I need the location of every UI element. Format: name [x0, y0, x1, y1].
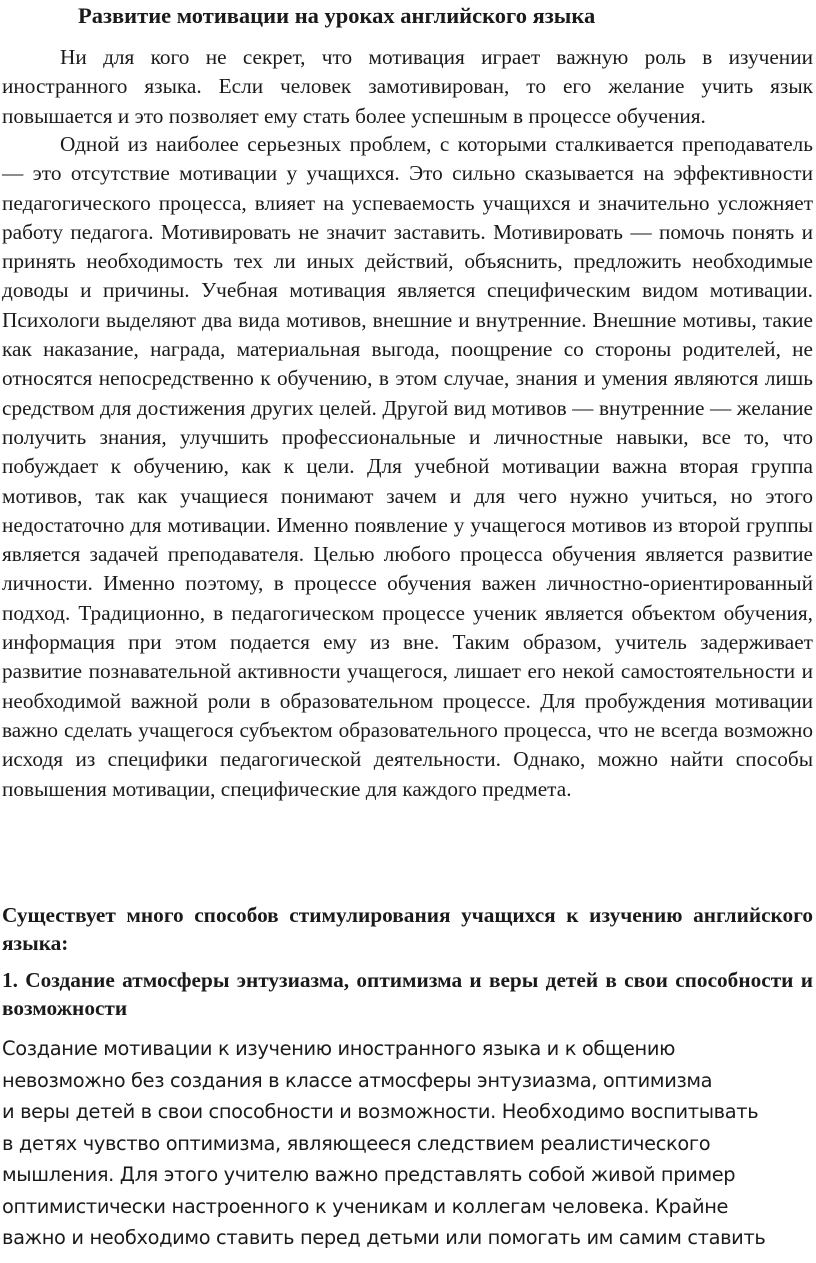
subsection-paragraph: Создание мотивации к изучению иностранного языка и к общению невозможно без создания в классе атмосферы энтузиазма, оптимизма и веры детей в свои способности и возможности. Необходимо воспитывать в детях чувство оптимизма, являющееся следствием реалистического мышления. Для этого учителю важно представлять собой живой пример оптимистически настроенного к ученикам и коллегам человека. Крайне важно и необходимо ставить перед детьми или помогать им самим ставить	[2, 1037, 766, 1249]
document-title: Развитие мотивации на уроках английского языка	[78, 3, 596, 28]
paragraph-main: Одной из наиболее серьезных проблем, с которыми сталкивается преподаватель — это отсутствие мотивации у учащихся. Это сильно сказывается на эффективности педагогического процесса, влияет на успеваемость учащихся и значительно усложняет работу педагога. Мотивировать не значит заставить. Мотивировать — помочь понять и принять необходимость тех ли иных действий, объяснить, предложить необходимые доводы и причины. Учебная мотивация является специфическим видом мотивации. Психологи выделяют два вида мотивов, внешние и внутренние. Внешние мотивы, такие как наказание, награда, материальная выгода, поощрение со стороны родителей, не относятся непосредственно к обучению, в этом случае, знания и умения являются лишь средством для достижения других целей. Другой вид мотивов — внутренние — желание получить знания, улучшить профессиональные и личностные навыки, все то, что побуждает к обучению, как к цели. Для учебной мотивации важна вторая группа мотивов, так как учащиеся понимают зачем и для чего нужно учиться, но этого недостаточно для мотивации. Именно появление у учащегося мотивов из второй группы является задачей преподавателя. Целью любого процесса обучения является развитие личности. Именно поэтому, в процессе обучения важен личностно-ориентированный подход. Традиционно, в педагогическом процессе ученик является объектом обучения, информация при этом подается ему из вне. Таким образом, учитель задерживает развитие познавательной активности учащегося, лишает его некой самостоятельности и необходимой важной роли в образовательном процессе. Для пробуждения мотивации важно сделать учащегося субъектом образовательного процесса, что не всегда возможно исходя из специфики педагогической деятельности. Однако, можно найти способы повышения мотивации, специфические для каждого предмета.	[2, 132, 813, 801]
subsection-heading: 1. Создание атмосферы энтузиазма, оптимизма и веры детей в свои способности и возможности	[2, 968, 813, 1020]
section-heading: Существует много способов стимулирования учащихся к изучению английского языка:	[2, 903, 813, 955]
paragraph-intro: Ни для кого не секрет, что мотивация играет важную роль в изучении иностранного языка. Если человек замотивирован, то его желание учить язык повышается и это позволяет ему стать более успешным в процессе обучения.	[2, 45, 813, 128]
